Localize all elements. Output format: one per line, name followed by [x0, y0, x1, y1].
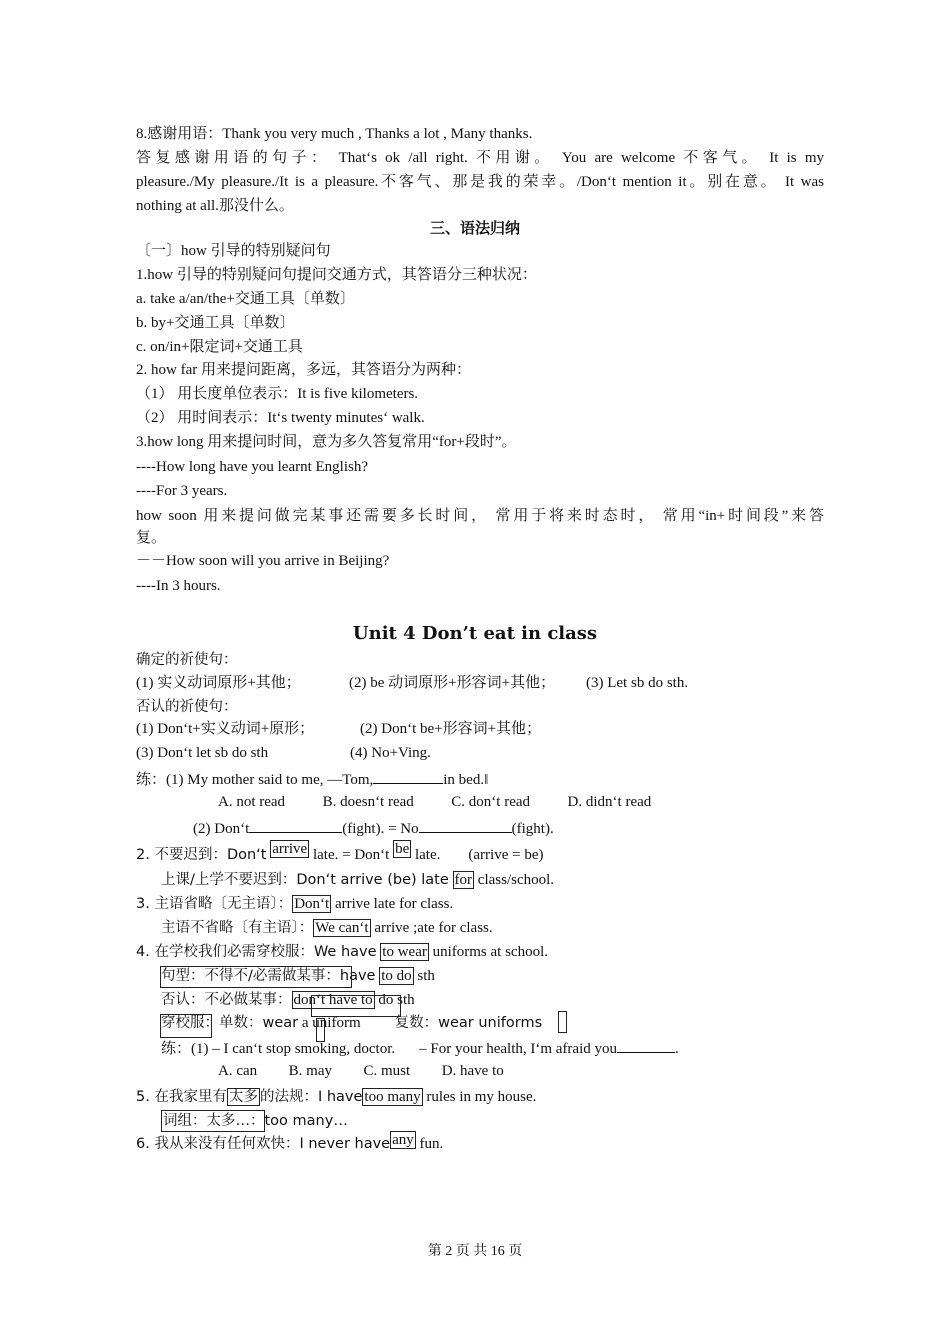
option-c: C. don‘t read — [451, 794, 531, 810]
exercise-2-middle: (fight). = No — [342, 821, 419, 837]
grammar-line: 2. how far 用来提问距离，多远，其答语分为两种： — [136, 362, 471, 378]
answer-blank[interactable] — [373, 768, 443, 784]
negative-rule-3: (3) Don‘t let sb do sth — [136, 745, 269, 761]
point-5 — [136, 1087, 536, 1107]
annotation-frame — [160, 966, 352, 988]
point-6 — [136, 1134, 443, 1154]
point-2-text: 2. 不要迟到：Don‘t — [136, 847, 267, 863]
grammar-line: ----How long have you learnt English? — [136, 459, 369, 475]
thanks-expressions: 8.感谢用语：Thank you very much , Thanks a lot , Many thanks. — [136, 126, 533, 142]
grammar-line: －－How soon will you arrive in Beijing? — [136, 553, 390, 569]
option-a: A. not read — [218, 794, 286, 810]
exercise-2-tail: (fight). — [511, 821, 554, 837]
option-a: A. can — [218, 1063, 258, 1079]
point-3 — [136, 894, 453, 914]
grammar-line: 复。 — [136, 530, 167, 546]
grammar-line: （2） 用时间表示：It‘s twenty minutes‘ walk. — [136, 410, 425, 426]
annotation-frame — [311, 995, 401, 1017]
boxed-answer: be — [395, 841, 410, 857]
answer-blank[interactable] — [617, 1037, 675, 1053]
option-d: D. have to — [441, 1063, 504, 1079]
reply-line-3: nothing at all.那没什么。 — [136, 198, 294, 214]
positive-imperative-heading: 确定的祈使句： — [136, 652, 238, 668]
point-4-exercise — [161, 1037, 679, 1059]
point-2-sub-text: 上课/上学不要迟到：Don‘t arrive (be) late — [161, 872, 449, 888]
point-3-sub-text: arrive ;ate for class. — [374, 920, 493, 936]
grammar-line: ----In 3 hours. — [136, 578, 221, 594]
boxed-answer: to wear — [382, 944, 427, 960]
exercise-1-options — [218, 792, 651, 812]
point-4-uniform-text: 穿校服：单数：wear — [161, 1015, 299, 1031]
point-2-note: (arrive = be) — [468, 847, 544, 863]
point-4-exercise-end: . — [675, 1041, 679, 1057]
grammar-line: 3.how long 用来提问时间，意为多久答复常用“for+段时”。 — [136, 434, 517, 450]
point-2-sub-text: class/school. — [477, 872, 555, 888]
boxed-phrase: 词组：太多…：too many… — [161, 1110, 265, 1132]
point-5-text: rules in my house. — [426, 1089, 537, 1105]
grammar-line: b. by+交通工具〔单数〕 — [136, 315, 295, 331]
point-4-exercise-stem: – For your health, I‘m afraid you — [419, 1041, 618, 1057]
unit-title: Unit 4 Don’t eat in class — [352, 623, 598, 644]
point-4-pattern-text: 句型：不得不/必需做某事：have — [161, 968, 376, 984]
boxed-answer: Don‘t — [294, 896, 330, 912]
point-4-text: uniforms at school. — [432, 944, 549, 960]
grammar-line: how soon 用来提问做完某事还需要多长时间， 常用于将来时态时， 常用“in+时间段”来答 — [136, 508, 824, 524]
point-4-pattern-text: sth — [417, 968, 435, 984]
exercise-2 — [193, 817, 554, 839]
exercise-1 — [136, 768, 488, 790]
option-d: D. didn‘t read — [567, 794, 652, 810]
grammar-line: a. take a/an/the+交通工具〔单数〕 — [136, 291, 355, 307]
boxed-answer: for — [454, 872, 473, 888]
exercise-1-tail: in bed.‖ — [443, 772, 489, 788]
grammar-line: 1.how 引导的特别疑问句提问交通方式，其答语分三种状况： — [136, 267, 537, 283]
point-3-text: arrive late for class. — [334, 896, 454, 912]
boxed-answer: arrive — [272, 841, 308, 857]
positive-rule-1: (1) 实义动词原形+其他； — [136, 675, 301, 691]
exercise-1-stem: 练：(1) My mother said to me, —Tom, — [136, 772, 374, 788]
grammar-subheading: 〔一〕how 引导的特别疑问句 — [136, 243, 331, 259]
point-4-options — [218, 1061, 504, 1081]
point-2 — [136, 841, 544, 865]
point-6-text: 6. 我从来没有任何欢快：I never have — [136, 1136, 391, 1152]
point-4-uniform-text: a uniform — [301, 1015, 361, 1031]
point-3-sub — [161, 918, 493, 938]
point-2-text: late. — [414, 847, 441, 863]
positive-rule-2: (2) be 动词原形+形容词+其他； — [349, 675, 556, 691]
reply-line-2: pleasure./My pleasure./It is a pleasure.不客气、那是我的荣幸。/Don‘t mention it。别在意。 It was — [136, 174, 824, 190]
boxed-answer: don‘t have to — [293, 992, 373, 1008]
point-4-exercise-stem: 练：(1) – I can‘t stop smoking, doctor. — [161, 1041, 396, 1057]
point-4-text: 4. 在学校我们必需穿校服：We have — [136, 944, 377, 960]
grammar-heading: 三、语法归纳 — [429, 221, 520, 237]
option-b: B. may — [288, 1063, 332, 1079]
reply-line-1: 答复感谢用语的句子： That‘s ok /all right. 不用谢。 You are welcome 不客气。 It is my — [136, 150, 824, 166]
point-4-uniform-plural: 复数：wear uniforms — [394, 1015, 543, 1031]
answer-blank[interactable] — [419, 817, 512, 833]
grammar-line: ----For 3 years. — [136, 483, 228, 499]
option-c: C. must — [363, 1063, 411, 1079]
positive-rule-3: (3) Let sb do sth. — [586, 675, 689, 691]
boxed-answer: We can‘t — [315, 920, 369, 936]
boxed-answer: too many — [364, 1089, 421, 1105]
answer-blank[interactable] — [249, 817, 342, 833]
negative-rule-4: (4) No+Ving. — [350, 745, 431, 761]
point-3-text: 3. 主语省略〔无主语〕： — [136, 896, 293, 912]
boxed-answer: any — [392, 1132, 414, 1148]
point-6-text: fun. — [419, 1136, 444, 1152]
negative-rule-1: (1) Don‘t+实义动词+原形； — [136, 721, 315, 737]
point-5-text: 5. 在我家里有 — [136, 1089, 227, 1105]
point-4-negative-text: do sth — [378, 992, 415, 1008]
point-5-phrase — [161, 1110, 348, 1132]
grammar-line: c. on/in+限定词+交通工具 — [136, 339, 303, 355]
boxed-answer: 太多 — [228, 1089, 258, 1105]
option-b: B. doesn‘t read — [322, 794, 414, 810]
boxed-answer: to do — [381, 968, 412, 984]
point-3-sub-text: 主语不省略〔有主语〕： — [161, 920, 314, 936]
point-2-sub — [161, 870, 554, 890]
exercise-2-stem: (2) Don‘t — [193, 821, 250, 837]
point-5-text: 的法规：I have — [259, 1089, 363, 1105]
point-2-text: late. = Don‘t — [312, 847, 390, 863]
annotation-frame — [316, 1018, 325, 1042]
grammar-line: （1） 用长度单位表示：It is five kilometers. — [136, 386, 419, 402]
negative-imperative-heading: 否认的祈使句： — [136, 699, 238, 715]
point-4-negative-text: 否认：不必做某事： — [161, 992, 292, 1008]
annotation-frame — [160, 1014, 212, 1038]
annotation-frame — [558, 1011, 567, 1033]
negative-rule-2: (2) Don‘t be+形容词+其他； — [360, 721, 542, 737]
page-footer: 第 2 页 共 16 页 — [427, 1244, 523, 1259]
point-4 — [136, 942, 548, 962]
